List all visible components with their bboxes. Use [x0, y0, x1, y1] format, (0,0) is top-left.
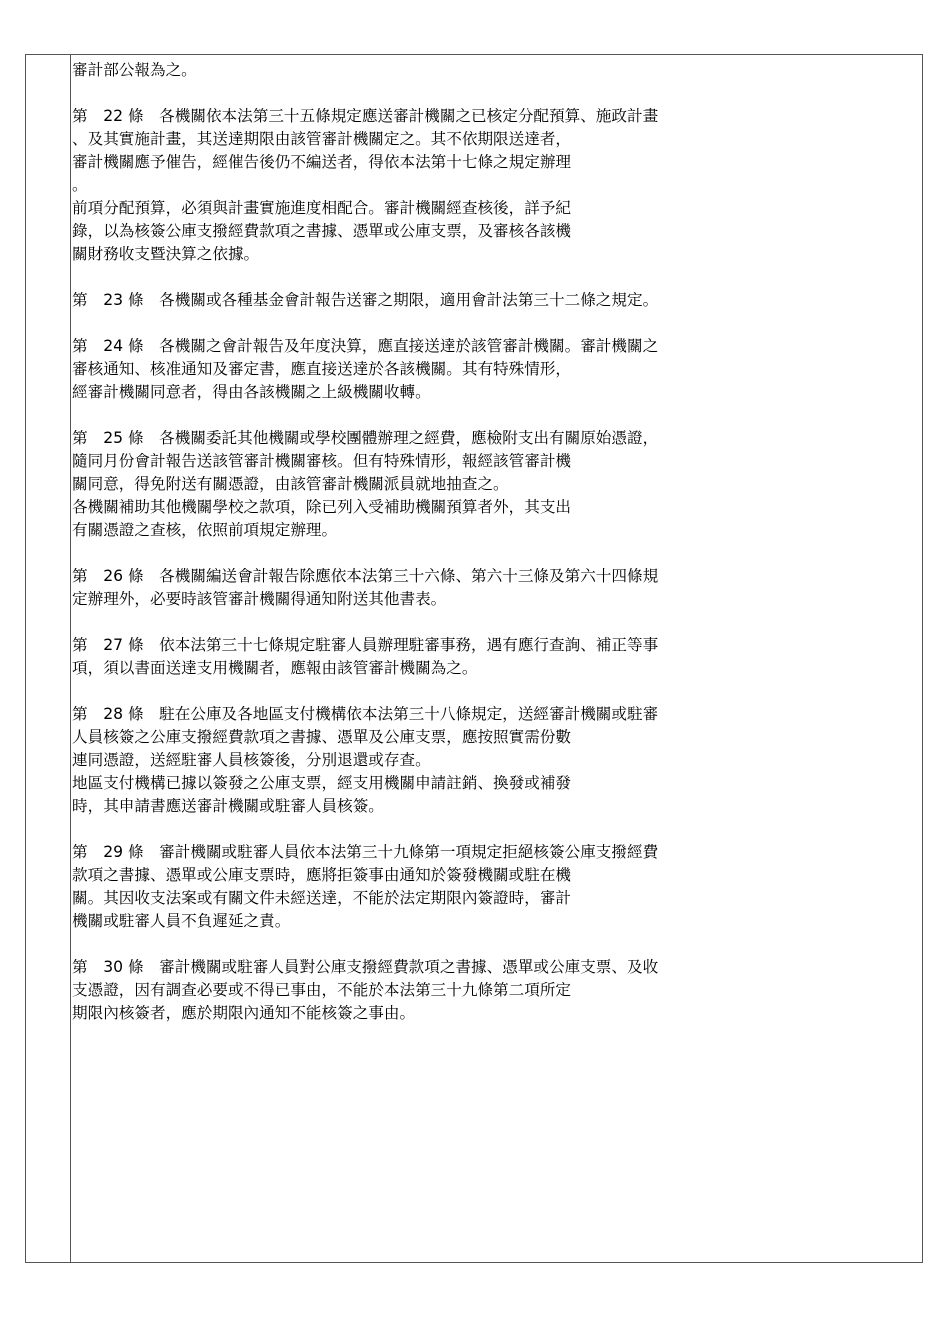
column-divider [70, 54, 71, 1263]
text-line: 第 29 條 審計機關或駐審人員依本法第三十九條第一項規定拒絕核簽公庫支撥經費 [72, 843, 659, 861]
text-line: 審核通知、核准通知及審定書，應直接送達於各該機關。其有特殊情形， [72, 360, 572, 378]
text-line: 機關或駐審人員不負遲延之責。 [72, 912, 291, 930]
text-line: 、及其實施計畫，其送達期限由該管審計機關定之。其不依期限送達者， [72, 130, 572, 148]
text-line: 項，須以書面送達支用機關者，應報由該管審計機關為之。 [72, 659, 478, 677]
text-line: 審計部公報為之。 [72, 61, 197, 79]
text-line: 錄，以為核簽公庫支撥經費款項之書據、憑單或公庫支票，及審核各該機 [72, 222, 572, 240]
article-paragraph [72, 565, 792, 611]
text-line: 定辦理外，必要時該管審計機關得通知附送其他書表。 [72, 590, 447, 608]
text-line: 。 [72, 176, 88, 194]
paragraph-gap [72, 933, 792, 956]
text-line: 人員核簽之公庫支撥經費款項之書據、憑單及公庫支票，應按照實需份數 [72, 728, 572, 746]
article-paragraph [72, 289, 792, 312]
text-line: 審計機關應予催告，經催告後仍不編送者，得依本法第十七條之規定辦理 [72, 153, 572, 171]
article-paragraph [72, 634, 792, 680]
text-line: 第 28 條 駐在公庫及各地區支付機構依本法第三十八條規定，送經審計機關或駐審 [72, 705, 659, 723]
text-line: 第 24 條 各機關之會計報告及年度決算，應直接送達於該管審計機關。審計機關之 [72, 337, 659, 355]
text-line: 第 27 條 依本法第三十七條規定駐審人員辦理駐審事務，遇有應行查詢、補正等事 [72, 636, 659, 654]
text-line: 第 26 條 各機關編送會計報告除應依本法第三十六條、第六十三條及第六十四條規 [72, 567, 659, 585]
text-line: 關同意，得免附送有關憑證，由該管審計機關派員就地抽查之。 [72, 475, 509, 493]
regulation-text [72, 59, 792, 1025]
paragraph-gap [72, 680, 792, 703]
paragraph-gap [72, 404, 792, 427]
continuation-paragraph [72, 59, 792, 82]
text-line: 關。其因收支法案或有關文件未經送達，不能於法定期限內簽證時，審計 [72, 889, 572, 907]
text-line: 第 30 條 審計機關或駐審人員對公庫支撥經費款項之書據、憑單或公庫支票、及收 [72, 958, 659, 976]
text-line: 前項分配預算，必須與計畫實施進度相配合。審計機關經查核後，詳予紀 [72, 199, 572, 217]
paragraph-gap [72, 312, 792, 335]
text-line: 隨同月份會計報告送該管審計機關審核。但有特殊情形，報經該管審計機 [72, 452, 572, 470]
text-line: 連同憑證，送經駐審人員核簽後，分別退還或存查。 [72, 751, 431, 769]
text-line: 地區支付機構已據以簽發之公庫支票，經支用機關申請註銷、換發或補發 [72, 774, 572, 792]
text-line: 第 23 條 各機關或各種基金會計報告送審之期限，適用會計法第三十二條之規定。 [72, 291, 659, 309]
text-line: 有關憑證之查核，依照前項規定辦理。 [72, 521, 338, 539]
paragraph-gap [72, 818, 792, 841]
text-line: 各機關補助其他機關學校之款項，除已列入受補助機關預算者外，其支出 [72, 498, 572, 516]
text-line: 款項之書據、憑單或公庫支票時，應將拒簽事由通知於簽發機關或駐在機 [72, 866, 572, 884]
article-paragraph [72, 703, 792, 818]
article-paragraph [72, 956, 792, 1025]
article-paragraph [72, 335, 792, 404]
paragraph-gap [72, 82, 792, 105]
text-line: 期限內核簽者，應於期限內通知不能核簽之事由。 [72, 1004, 416, 1022]
text-line: 關財務收支暨決算之依據。 [72, 245, 260, 263]
article-paragraph [72, 427, 792, 542]
article-paragraph [72, 105, 792, 266]
text-line: 第 25 條 各機關委託其他機關或學校團體辦理之經費，應檢附支出有關原始憑證， [72, 429, 659, 447]
text-line: 經審計機關同意者，得由各該機關之上級機關收轉。 [72, 383, 431, 401]
article-paragraph [72, 841, 792, 933]
paragraph-gap [72, 542, 792, 565]
paragraph-gap [72, 266, 792, 289]
paragraph-gap [72, 611, 792, 634]
text-line: 時，其申請書應送審計機關或駐審人員核簽。 [72, 797, 384, 815]
text-line: 第 22 條 各機關依本法第三十五條規定應送審計機關之已核定分配預算、施政計畫 [72, 107, 659, 125]
text-line: 支憑證，因有調查必要或不得已事由，不能於本法第三十九條第二項所定 [72, 981, 572, 999]
